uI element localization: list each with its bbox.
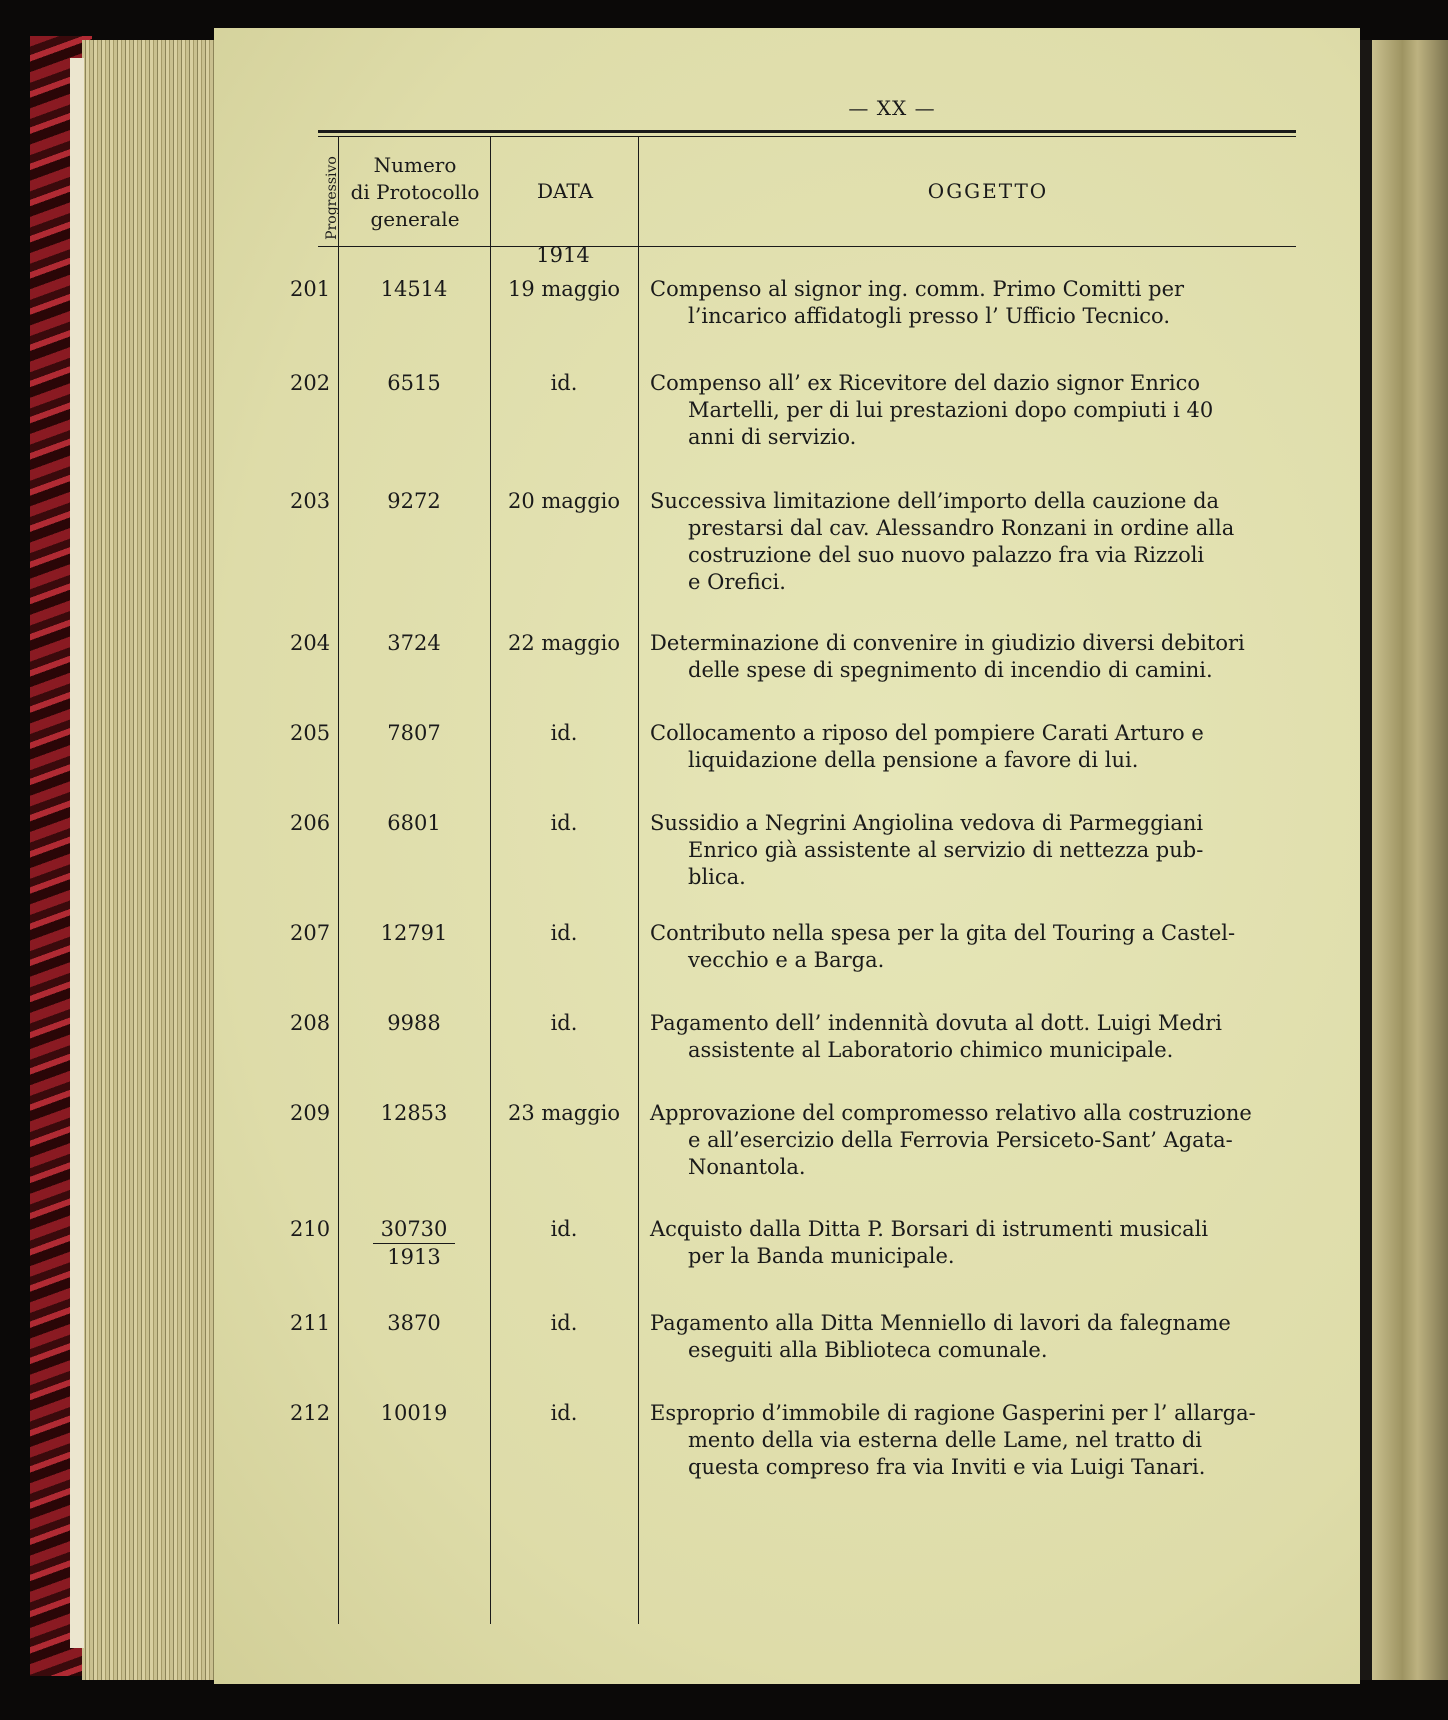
oggetto-line: Sussidio a Negrini Angiolina vedova di Parmeggiani [650,811,1204,835]
protocollo-cell: 10019 [380,1401,448,1425]
protocollo-cell [338,1216,490,1271]
data-cell: 19 maggio [507,277,621,301]
progressivo-cell: 209 [290,1101,331,1125]
oggetto-line: assistente al Laboratorio chimico municipale. [688,1038,1174,1062]
oggetto-cell [650,920,1236,974]
oggetto-cell [650,1216,1209,1270]
progressivo-cell: 203 [290,489,331,513]
oggetto-line: liquidazione della pensione a favore di lui. [688,748,1139,772]
oggetto-line: Compenso all’ ex Ricevitore del dazio signor Enrico [650,371,1201,395]
oggetto-line: blica. [688,865,746,889]
oggetto-cell [650,1400,1256,1481]
oggetto-cell [650,1010,1222,1064]
progressivo-cell: 208 [290,1011,331,1035]
data-cell: id. [550,371,578,395]
oggetto-line: Determinazione di convenire in giudizio diversi debitori [650,631,1245,655]
protocollo-cell: 14514 [380,277,448,301]
protocollo-cell: 9988 [387,1011,441,1035]
data-cell: id. [550,811,578,835]
protocollo-cell: 6515 [387,371,441,395]
oggetto-line: Enrico già assistente al servizio di nettezza pub- [688,838,1204,862]
oggetto-line: Pagamento dell’ indennità dovuta al dott. Luigi Medri [650,1011,1222,1035]
oggetto-cell [650,1310,1231,1364]
header-protocollo-line: di Protocollo [350,180,480,204]
oggetto-line: Martelli, per di lui prestazioni dopo compiuti i 40 [688,398,1214,422]
gutter-shadow [1358,40,1372,1680]
table-top-rule-thin [318,136,1296,137]
oggetto-line: Approvazione del compromesso relativo alla costruzione [650,1101,1252,1125]
data-cell: 23 maggio [507,1101,621,1125]
progressivo-cell: 206 [290,811,331,835]
header-protocollo [340,152,490,233]
data-cell: id. [550,1311,578,1335]
page-number: — XX — [848,96,936,120]
oggetto-cell [650,720,1204,774]
protocollo-cell: 3724 [387,631,441,655]
table-top-rule [318,130,1296,133]
protocollo-cell: 9272 [387,489,441,513]
oggetto-line: Esproprio d’immobile di ragione Gasperini per l’ allarga- [650,1401,1256,1425]
column-divider [638,136,639,1624]
oggetto-line: l’incarico affidatogli presso l’ Ufficio Tecnico. [688,304,1170,328]
oggetto-line: costruzione del suo nuovo palazzo fra via Rizzoli [688,543,1205,567]
header-oggetto: OGGETTO [927,179,1049,203]
protocollo-fraction [373,1216,456,1271]
oggetto-line: mento della via esterna delle Lame, nel tratto di [688,1428,1202,1452]
protocollo-cell: 6801 [387,811,441,835]
progressivo-cell: 205 [290,721,331,745]
progressivo-cell: 207 [290,921,331,945]
oggetto-line: Successiva limitazione dell’importo della cauzione da [650,489,1220,513]
data-cell: id. [550,1011,578,1035]
data-cell: id. [550,721,578,745]
oggetto-cell [650,630,1245,684]
oggetto-cell [650,488,1235,596]
oggetto-cell [650,276,1185,330]
oggetto-cell [650,370,1214,451]
oggetto-line: vecchio e a Barga. [688,948,885,972]
oggetto-line: eseguiti alla Biblioteca comunale. [688,1338,1048,1362]
oggetto-cell [650,1100,1252,1181]
oggetto-line: Pagamento alla Ditta Menniello di lavori da falegname [650,1311,1231,1335]
oggetto-line: Collocamento a riposo del pompiere Carati Arturo e [650,721,1204,745]
protocollo-year: 1913 [387,1245,441,1269]
protocollo-cell: 12853 [380,1101,448,1125]
progressivo-cell: 202 [290,371,331,395]
header-protocollo-line: Numero [373,153,457,177]
oggetto-cell [650,810,1204,891]
oggetto-line: Contributo nella spesa per la gita del Touring a Castel- [650,921,1236,945]
header-data: DATA [536,179,594,203]
document-page [214,28,1360,1684]
progressivo-cell: 204 [290,631,331,655]
data-cell: id. [550,1217,578,1241]
table-header-rule [318,246,1296,247]
oggetto-line: per la Banda municipale. [688,1244,955,1268]
oggetto-line: questa compreso fra via Inviti e via Luigi Tanari. [688,1455,1206,1479]
oggetto-line: e all’esercizio della Ferrovia Persiceto-Sant’ Agata- [688,1128,1233,1152]
oggetto-line: prestarsi dal cav. Alessandro Ronzani in ordine alla [688,516,1235,540]
progressivo-cell: 201 [290,277,331,301]
data-cell: 22 maggio [507,631,621,655]
progressivo-cell: 212 [290,1401,331,1425]
oggetto-line: Nonantola. [688,1155,806,1179]
page-edges [82,40,222,1680]
header-protocollo-line: generale [370,207,460,231]
progressivo-cell: 210 [290,1217,331,1241]
year-label: 1914 [536,243,590,267]
flyleaf [70,58,84,1648]
data-cell: id. [550,1401,578,1425]
oggetto-line: anni di servizio. [688,425,857,449]
oggetto-line: e Orefici. [688,570,786,594]
protocollo-cell: 7807 [387,721,441,745]
data-cell: 20 maggio [507,489,621,513]
oggetto-line: Acquisto dalla Ditta P. Borsari di istrumenti musicali [650,1217,1209,1241]
oggetto-line: delle spese di spegnimento di incendio di camini. [688,658,1213,682]
header-progressivo: Progressivo [324,156,340,240]
protocollo-number: 30730 [373,1216,456,1244]
data-cell: id. [550,921,578,945]
protocollo-cell: 12791 [380,921,448,945]
progressivo-cell: 211 [290,1311,331,1335]
protocollo-cell: 3870 [387,1311,441,1335]
oggetto-line: Compenso al signor ing. comm. Primo Comitti per [650,277,1185,301]
facing-page-edge [1372,40,1448,1680]
